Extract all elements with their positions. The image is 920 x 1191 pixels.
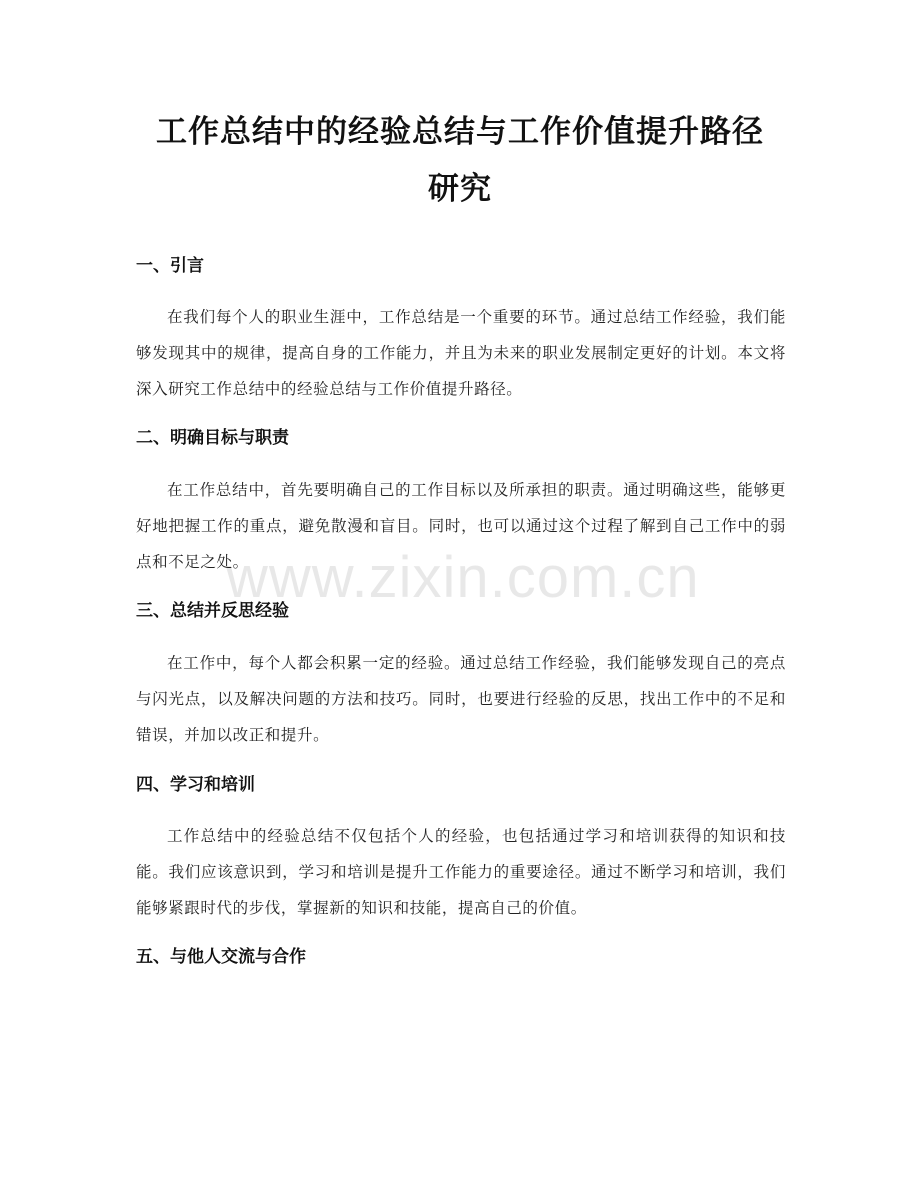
section-body-learning: 工作总结中的经验总结不仅包括个人的经验，也包括通过学习和培训获得的知识和技能。我们应该意识到，学习和培训是提升工作能力的重要途径。通过不断学习和培训，我们能够紧跟时代的步伐，掌握新的知识和技能，提高自己的价值。 <box>136 827 786 917</box>
section-heading-learning: 四、学习和培训 <box>136 775 255 795</box>
section-body-goals: 在工作总结中，首先要明确自己的工作目标以及所承担的职责。通过明确这些，能够更好地把握工作的重点，避免散漫和盲目。同时，也可以通过这个过程了解到自己工作中的弱点和不足之处。 <box>136 481 786 571</box>
section-body-introduction: 在我们每个人的职业生涯中，工作总结是一个重要的环节。通过总结工作经验，我们能够发现其中的规律，提高自身的工作能力，并且为未来的职业发展制定更好的计划。本文将深入研究工作总结中的经验总结与工作价值提升路径。 <box>136 308 786 398</box>
title-line-2: 研究 <box>428 171 492 207</box>
watermark: www.zixin.com.cn <box>226 545 700 610</box>
document-title <box>120 104 800 218</box>
section-heading-goals: 二、明确目标与职责 <box>136 428 289 448</box>
section-body-reflection: 在工作中，每个人都会积累一定的经验。通过总结工作经验，我们能够发现自己的亮点与闪光点，以及解决问题的方法和技巧。同时，也要进行经验的反思，找出工作中的不足和错误，并加以改正和提升。 <box>136 654 786 744</box>
title-line-1: 工作总结中的经验总结与工作价值提升路径 <box>156 114 764 150</box>
section-heading-communication: 五、与他人交流与合作 <box>136 947 306 967</box>
section-heading-reflection: 三、总结并反思经验 <box>136 601 289 621</box>
section-heading-introduction: 一、引言 <box>136 256 204 276</box>
